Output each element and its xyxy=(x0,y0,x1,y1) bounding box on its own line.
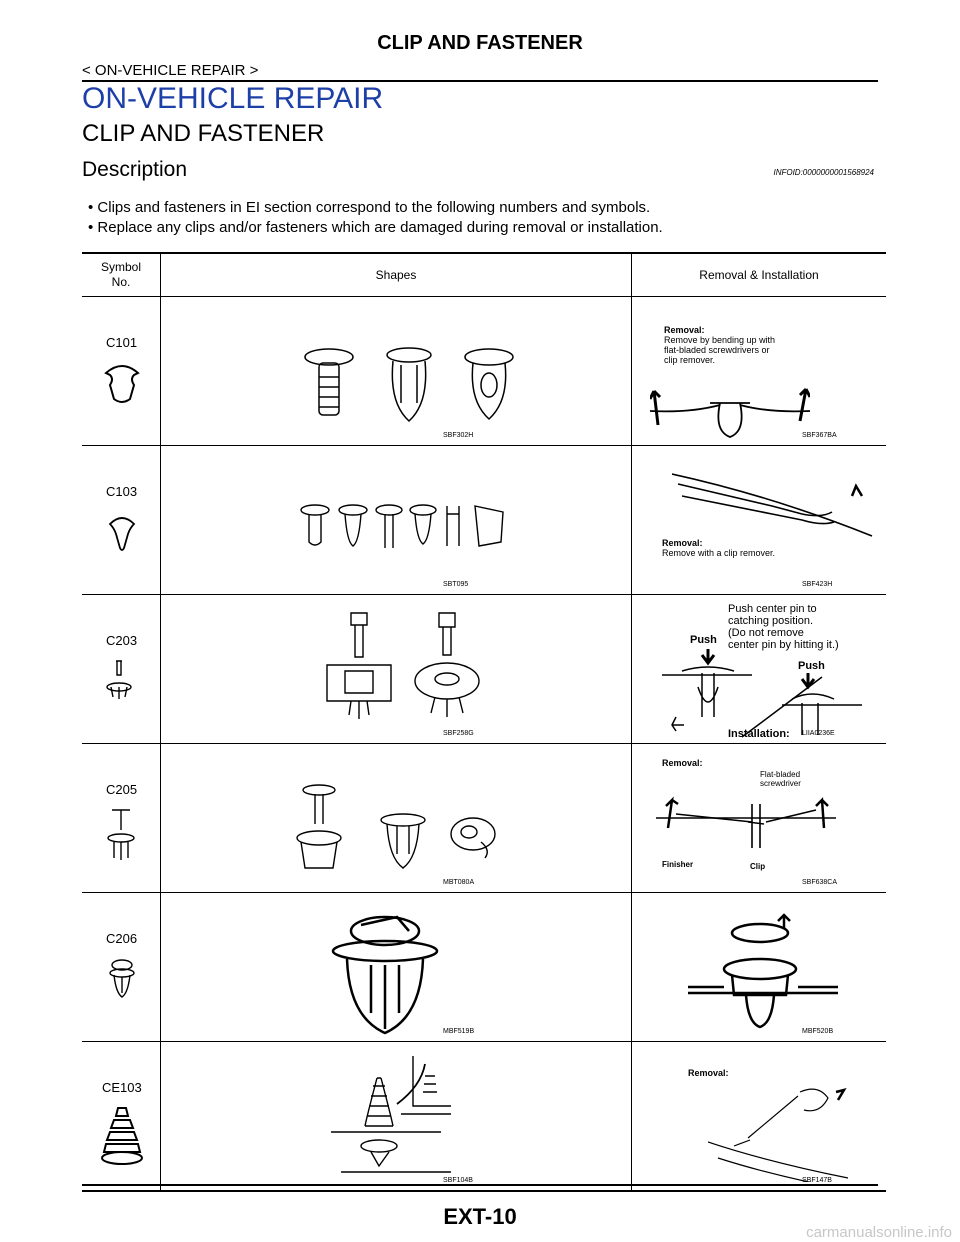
symbol-number: C101 xyxy=(106,335,138,350)
clip-c205-removal-figure xyxy=(656,788,836,858)
clip-label: Clip xyxy=(750,862,766,871)
clip-c103-shapes-figure xyxy=(297,502,517,562)
table-row xyxy=(82,446,886,595)
installation-label: Installation: xyxy=(728,728,790,740)
symbol-number: CE103 xyxy=(102,1080,142,1095)
sub-title: CLIP AND FASTENER xyxy=(82,120,325,147)
clip-c205-symbol-icon xyxy=(100,806,144,866)
tool-label xyxy=(760,770,801,788)
figure-code: MBF520B xyxy=(802,1028,834,1035)
removal-cell xyxy=(632,744,887,893)
clip-c205-shapes-figure xyxy=(285,784,505,880)
label-text: Flat-bladed xyxy=(760,770,801,779)
table-row xyxy=(82,893,886,1042)
note-line: Removal: xyxy=(662,538,703,548)
label-text: screwdriver xyxy=(760,779,801,788)
symbol-cell xyxy=(82,744,161,893)
removal-note xyxy=(662,538,775,558)
removal-note xyxy=(662,758,703,768)
clip-c101-removal-figure xyxy=(650,381,810,441)
push-label: Push xyxy=(798,660,825,672)
figure-code: SBF423H xyxy=(802,581,833,588)
clip-remover-tool-figure xyxy=(672,466,882,546)
clip-ce103-shapes-figure xyxy=(331,1056,541,1176)
header-symbol-line2: No. xyxy=(111,275,131,289)
breadcrumb: < ON-VEHICLE REPAIR > xyxy=(82,62,259,79)
removal-cell xyxy=(632,297,887,446)
clip-c203-symbol-icon xyxy=(100,657,144,703)
figure-code: SBF302H xyxy=(443,432,474,439)
symbol-number: C206 xyxy=(106,931,138,946)
symbol-cell xyxy=(82,446,161,595)
push-label: Push xyxy=(690,634,717,646)
table-row xyxy=(82,297,886,446)
clip-table xyxy=(82,252,886,1192)
removal-note xyxy=(664,325,775,365)
header-shapes: Shapes xyxy=(161,253,632,297)
note-line: Removal: xyxy=(688,1068,729,1078)
header-symbol-line1: Symbol xyxy=(100,260,141,274)
shape-cell xyxy=(161,1042,632,1192)
note-line: Push center pin to xyxy=(728,603,817,615)
info-id: INFOID:0000000001568924 xyxy=(773,168,874,177)
figure-code: SBF258G xyxy=(443,730,474,737)
header-removal: Removal & Installation xyxy=(632,253,887,297)
figure-code: SBF147B xyxy=(802,1177,832,1184)
clip-c101-symbol-icon xyxy=(100,359,144,405)
figure-code: SBF638CA xyxy=(802,879,838,886)
shape-cell xyxy=(161,893,632,1042)
description-title: Description xyxy=(82,158,188,181)
removal-note xyxy=(688,1068,729,1078)
clip-c206-symbol-icon xyxy=(100,955,144,1001)
bullet-text: Replace any clips and/or fasteners which are damaged during removal or installation. xyxy=(97,219,663,236)
shape-cell xyxy=(161,595,632,744)
clip-ce103-removal-figure xyxy=(708,1082,868,1182)
clip-c101-shapes-figure xyxy=(289,343,529,433)
note-line: Removal: xyxy=(662,758,703,768)
figure-code: LIIA0236E xyxy=(802,730,835,737)
description-bullets xyxy=(82,198,663,238)
figure-code: MBT080A xyxy=(443,879,475,886)
removal-cell xyxy=(632,893,887,1042)
bullet-item xyxy=(82,198,663,218)
symbol-number: C103 xyxy=(106,484,138,499)
bullet-item xyxy=(82,218,663,238)
figure-code: SBF104B xyxy=(443,1177,473,1184)
table-row xyxy=(82,744,886,893)
figure-code: SBF367BA xyxy=(802,432,837,439)
table-header-row xyxy=(82,253,886,297)
watermark-text: carmanualsonline.info xyxy=(806,1224,952,1241)
finisher-label: Finisher xyxy=(662,860,694,869)
table-row xyxy=(82,595,886,744)
page-header-title: CLIP AND FASTENER xyxy=(377,32,583,54)
page-number: EXT-10 xyxy=(443,1204,517,1229)
header-symbol xyxy=(82,253,161,297)
clip-c103-symbol-icon xyxy=(100,508,144,554)
clip-c203-installation-figure xyxy=(662,647,872,741)
figure-code: MBF519B xyxy=(443,1028,475,1035)
note-line: Remove by bending up with xyxy=(664,335,776,345)
note-line: (Do not remove xyxy=(728,627,804,639)
section-title: ON-VEHICLE REPAIR xyxy=(82,82,384,115)
removal-cell xyxy=(632,595,887,744)
symbol-cell xyxy=(82,595,161,744)
removal-cell xyxy=(632,446,887,595)
removal-cell xyxy=(632,1042,887,1192)
note-line: Remove with a clip remover. xyxy=(662,548,776,558)
shape-cell xyxy=(161,446,632,595)
figure-code: SBT095 xyxy=(443,581,469,588)
symbol-cell xyxy=(82,1042,161,1192)
removal-note xyxy=(728,603,839,651)
symbol-number: C205 xyxy=(106,782,138,797)
clip-c203-shapes-figure xyxy=(321,609,501,721)
note-line: center pin by hitting it.) xyxy=(728,639,839,651)
note-line: catching position. xyxy=(728,615,813,627)
footer-rule xyxy=(82,1184,878,1186)
shape-cell xyxy=(161,297,632,446)
note-line: flat-bladed screwdrivers or xyxy=(664,345,770,355)
symbol-cell xyxy=(82,297,161,446)
clip-c206-removal-figure xyxy=(688,913,838,1033)
clip-c206-shapes-figure xyxy=(325,913,445,1037)
note-line: clip remover. xyxy=(664,355,716,365)
bullet-text: Clips and fasteners in EI section correspond to the following numbers and symbols. xyxy=(97,199,651,216)
clip-ce103-symbol-icon xyxy=(100,1104,144,1166)
shape-cell xyxy=(161,744,632,893)
symbol-cell xyxy=(82,893,161,1042)
note-line: Removal: xyxy=(664,325,705,335)
symbol-number: C203 xyxy=(106,633,138,648)
table-row xyxy=(82,1042,886,1192)
